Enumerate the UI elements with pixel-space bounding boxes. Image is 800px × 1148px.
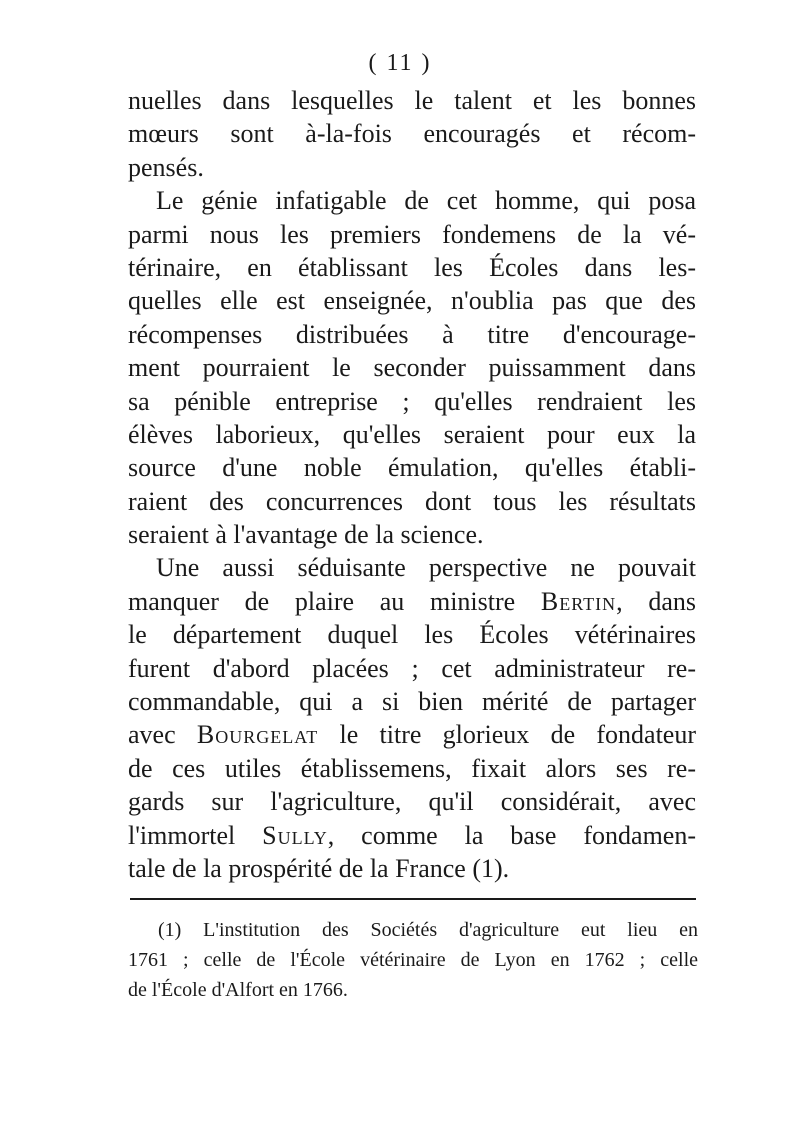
footnote-line: (1) L'institution des Sociétés d'agriculture eut lieu en xyxy=(158,919,698,941)
text-line: pensés. xyxy=(128,152,204,182)
person-name: Sully xyxy=(262,820,328,850)
text-line: source d'une noble émulation, qu'elles établi- xyxy=(128,453,696,483)
text-line: Le génie infatigable de cet homme, qui posa xyxy=(156,186,696,216)
text-line: parmi nous les premiers fondemens de la vé- xyxy=(128,219,696,249)
text-line: quelles elle est enseignée, n'oublia pas que des xyxy=(128,286,696,316)
text-line: nuelles dans lesquelles le talent et les bonnes xyxy=(128,86,696,115)
text-line xyxy=(128,585,696,618)
footnote xyxy=(128,915,698,1005)
text-line: commandable, qui a si bien mérité de partager xyxy=(128,687,696,717)
text-line: récompenses distribuées à titre d'encourage- xyxy=(128,319,696,349)
text-line: de ces utiles établissemens, fixait alors ses re- xyxy=(128,753,696,783)
text-line: furent d'abord placées ; cet administrateur re- xyxy=(128,653,696,683)
text-line xyxy=(128,819,696,852)
text-segment: le titre glorieux de fondateur xyxy=(318,720,696,750)
text-line: mœurs sont à-la-fois encouragés et récom- xyxy=(128,119,696,149)
text-segment: , dans xyxy=(616,586,696,616)
text-segment: l'immortel xyxy=(128,820,263,850)
text-segment: manquer de plaire au ministre xyxy=(128,586,541,616)
text-line: seraient à l'avantage de la science. xyxy=(128,520,484,550)
text-line: gards sur l'agriculture, qu'il considérait, avec xyxy=(128,787,696,817)
footnote-line: 1761 ; celle de l'École vétérinaire de Lyon en 1762 ; celle xyxy=(128,949,698,971)
text-segment: avec xyxy=(128,720,197,750)
text-line: Une aussi séduisante perspective ne pouvait xyxy=(156,553,696,583)
person-name: Bertin xyxy=(540,586,617,616)
text-line: tale de la prospérité de la France (1). xyxy=(128,853,510,883)
footnote-line: de l'École d'Alfort en 1766. xyxy=(128,979,348,1001)
text-line: raient des concurrences dont tous les résultats xyxy=(128,486,696,516)
text-segment: , comme la base fondamen- xyxy=(327,820,696,850)
person-name: Bourgelat xyxy=(196,720,319,750)
text-line xyxy=(128,718,696,751)
footnote-rule xyxy=(130,898,696,900)
text-line: ment pourraient le seconder puissamment dans xyxy=(128,353,696,383)
body-text xyxy=(128,84,696,885)
text-line: élèves laborieux, qu'elles seraient pour eux la xyxy=(128,419,696,449)
page-number: ( 11 ) xyxy=(368,50,432,76)
text-line: sa pénible entreprise ; qu'elles rendraient les xyxy=(128,386,696,416)
text-line: térinaire, en établissant les Écoles dans les- xyxy=(128,252,696,282)
text-line: le département duquel les Écoles vétérinaires xyxy=(128,620,696,650)
